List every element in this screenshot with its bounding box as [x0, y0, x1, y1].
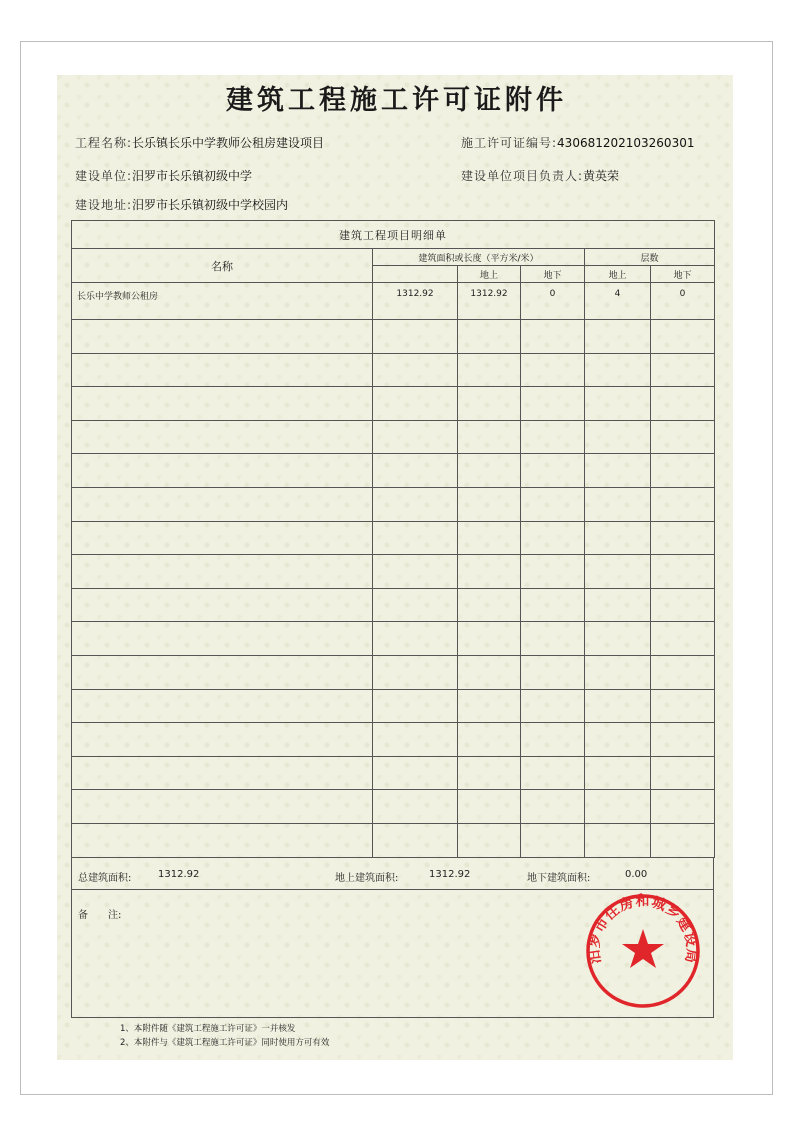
table-cell	[585, 655, 651, 689]
table-row	[72, 555, 715, 589]
address-value: 汨罗市长乐镇初级中学校园内	[132, 198, 289, 212]
table-cell	[585, 420, 651, 454]
above-area-value: 1312.92	[429, 869, 471, 880]
table-cell	[72, 588, 373, 622]
table-cell	[373, 387, 458, 421]
table-cell	[585, 790, 651, 824]
permit-no-label: 施工许可证编号:	[461, 136, 558, 150]
table-cell	[72, 823, 373, 857]
table-cell	[373, 320, 458, 354]
table-cell	[458, 387, 521, 421]
table-row	[72, 283, 715, 320]
manager-label: 建设单位项目负责人:	[461, 169, 584, 183]
table-cell	[521, 723, 585, 757]
table-cell	[521, 823, 585, 857]
table-cell	[72, 689, 373, 723]
footnotes	[120, 1022, 329, 1050]
table-cell	[651, 521, 715, 555]
seal-star-icon	[622, 929, 664, 968]
table-cell	[521, 622, 585, 656]
table-row	[72, 353, 715, 387]
table-cell	[373, 689, 458, 723]
table-cell	[521, 689, 585, 723]
note-2: 2、本附件与《建筑工程施工许可证》同时使用方可有效	[120, 1038, 330, 1048]
table-cell	[458, 790, 521, 824]
table-cell	[458, 555, 521, 589]
table-row	[72, 689, 715, 723]
table-row	[72, 320, 715, 354]
above-area-label: 地上建筑面积:	[335, 873, 399, 884]
table-cell	[521, 521, 585, 555]
table-cell	[373, 521, 458, 555]
table-cell	[72, 353, 373, 387]
table-cell	[458, 723, 521, 757]
table-cell	[651, 622, 715, 656]
table-cell	[373, 655, 458, 689]
table-cell	[458, 689, 521, 723]
table-row	[72, 622, 715, 656]
table-cell	[373, 555, 458, 589]
table-row	[72, 588, 715, 622]
table-caption: 建筑工程项目明细单	[72, 221, 715, 249]
address-label: 建设地址:	[75, 198, 133, 212]
header-floors-below: 地下	[651, 266, 715, 283]
table-cell	[72, 622, 373, 656]
official-seal	[585, 893, 701, 1009]
table-row	[72, 487, 715, 521]
table-cell	[651, 823, 715, 857]
table-cell	[585, 689, 651, 723]
table-row	[72, 823, 715, 857]
row-area-below: 0	[521, 283, 585, 320]
table-cell	[72, 454, 373, 488]
table-cell	[651, 790, 715, 824]
table-cell	[72, 790, 373, 824]
below-area-value: 0.00	[625, 869, 648, 880]
table-cell	[458, 622, 521, 656]
permit-no-value: 430681202103260301	[557, 136, 695, 150]
table-cell	[585, 353, 651, 387]
header-area-below: 地下	[521, 266, 585, 283]
table-cell	[651, 588, 715, 622]
project-name-value: 长乐镇长乐中学教师公租房建设项目	[132, 136, 325, 150]
table-cell	[373, 790, 458, 824]
table-cell	[72, 420, 373, 454]
table-cell	[521, 454, 585, 488]
table-cell	[72, 655, 373, 689]
seal-text: 汨罗市住房和城乡建设局	[586, 893, 700, 965]
total-area-value: 1312.92	[158, 869, 200, 880]
table-cell	[651, 689, 715, 723]
table-cell	[458, 521, 521, 555]
remarks-label: 备 注:	[78, 910, 122, 921]
table-cell	[458, 320, 521, 354]
table-cell	[521, 387, 585, 421]
row-name: 长乐中学教师公租房	[72, 283, 373, 320]
header-area-blank	[373, 266, 458, 283]
totals-row	[71, 857, 714, 890]
detail-table	[71, 220, 715, 858]
table-cell	[651, 555, 715, 589]
table-cell	[651, 353, 715, 387]
manager-value: 黄英荣	[583, 169, 620, 183]
table-cell	[521, 487, 585, 521]
table-cell	[458, 588, 521, 622]
table-cell	[585, 555, 651, 589]
row-area-above: 1312.92	[458, 283, 521, 320]
table-cell	[373, 588, 458, 622]
row-floors-above: 4	[585, 283, 651, 320]
table-cell	[373, 756, 458, 790]
permit-no-line	[461, 134, 694, 151]
table-cell	[458, 353, 521, 387]
table-row	[72, 790, 715, 824]
table-cell	[373, 454, 458, 488]
table-row	[72, 723, 715, 757]
project-name-line	[75, 134, 324, 151]
table-cell	[521, 353, 585, 387]
address-line	[75, 196, 288, 213]
builder-line	[75, 167, 252, 184]
table-cell	[585, 387, 651, 421]
table-cell	[585, 320, 651, 354]
table-cell	[458, 823, 521, 857]
table-cell	[521, 320, 585, 354]
total-area-label: 总建筑面积:	[78, 873, 132, 884]
table-cell	[585, 823, 651, 857]
table-cell	[521, 420, 585, 454]
header-area: 建筑面积或长度（平方米/米）	[373, 249, 585, 266]
table-cell	[585, 756, 651, 790]
table-cell	[585, 487, 651, 521]
table-cell	[521, 790, 585, 824]
table-cell	[585, 454, 651, 488]
table-cell	[585, 588, 651, 622]
table-cell	[585, 622, 651, 656]
header-floors-above: 地上	[585, 266, 651, 283]
table-cell	[651, 655, 715, 689]
table-cell	[585, 723, 651, 757]
table-cell	[373, 353, 458, 387]
row-area: 1312.92	[373, 283, 458, 320]
table-cell	[72, 756, 373, 790]
table-cell	[651, 723, 715, 757]
table-row	[72, 521, 715, 555]
table-cell	[72, 387, 373, 421]
table-cell	[521, 655, 585, 689]
table-cell	[651, 387, 715, 421]
table-row	[72, 387, 715, 421]
header-name: 名称	[72, 249, 373, 283]
table-cell	[458, 655, 521, 689]
manager-line	[461, 167, 619, 184]
table-cell	[651, 320, 715, 354]
table-cell	[373, 823, 458, 857]
table-cell	[458, 454, 521, 488]
table-cell	[373, 487, 458, 521]
table-cell	[585, 521, 651, 555]
document-title: 建筑工程施工许可证附件	[226, 85, 567, 116]
table-cell	[72, 723, 373, 757]
table-cell	[651, 454, 715, 488]
table-cell	[651, 420, 715, 454]
table-cell	[373, 723, 458, 757]
table-cell	[458, 756, 521, 790]
table-cell	[72, 320, 373, 354]
note-1: 1、本附件随《建筑工程施工许可证》一并核发	[120, 1024, 296, 1034]
table-cell	[72, 487, 373, 521]
header-floors: 层数	[585, 249, 715, 266]
table-row	[72, 756, 715, 790]
table-cell	[651, 756, 715, 790]
table-cell	[373, 622, 458, 656]
table-cell	[521, 756, 585, 790]
table-cell	[72, 521, 373, 555]
table-cell	[458, 420, 521, 454]
table-cell	[72, 555, 373, 589]
table-row	[72, 655, 715, 689]
table-cell	[373, 420, 458, 454]
below-area-label: 地下建筑面积:	[527, 873, 591, 884]
header-area-above: 地上	[458, 266, 521, 283]
table-cell	[458, 487, 521, 521]
table-cell	[521, 555, 585, 589]
builder-value: 汨罗市长乐镇初级中学	[132, 169, 253, 183]
row-floors-below: 0	[651, 283, 715, 320]
table-cell	[521, 588, 585, 622]
builder-label: 建设单位:	[75, 169, 133, 183]
table-row	[72, 420, 715, 454]
table-row	[72, 454, 715, 488]
table-cell	[651, 487, 715, 521]
project-name-label: 工程名称:	[75, 136, 133, 150]
